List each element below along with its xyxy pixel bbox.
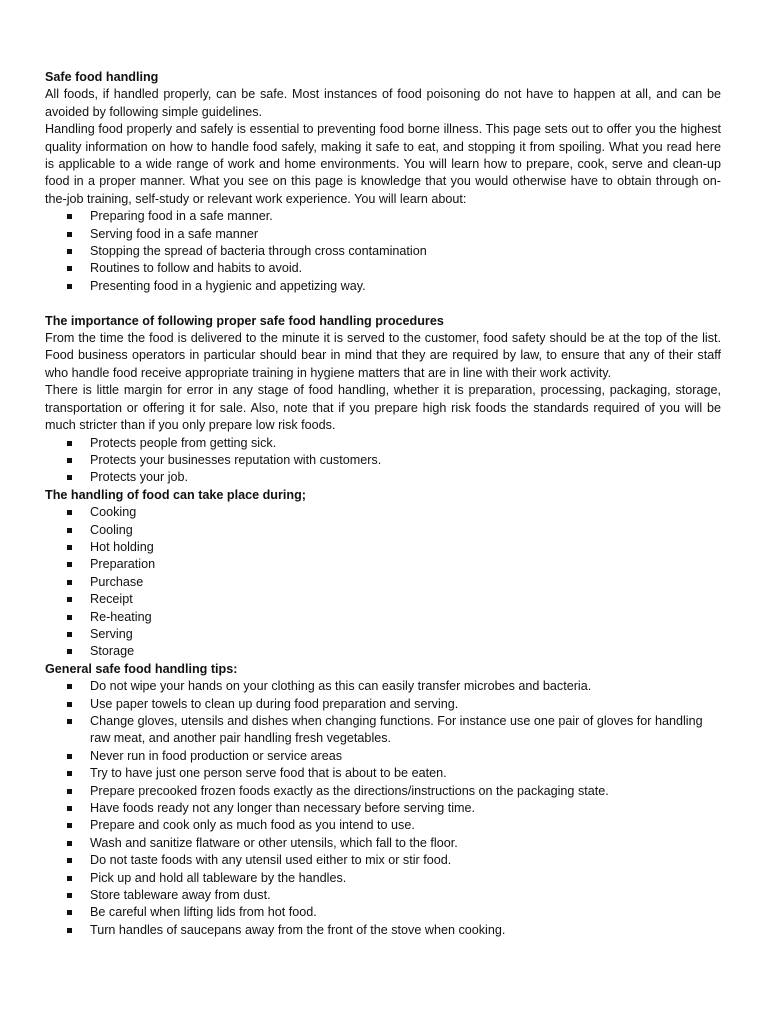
- bullet-item: [45, 539, 721, 556]
- bullet-item: [45, 922, 721, 939]
- bullet-text: Prepare and cook only as much food as you intend to use.: [90, 818, 415, 833]
- bullet-text: Serving food in a safe manner: [90, 226, 259, 241]
- bullet-item: [45, 452, 721, 469]
- bullet-item: [45, 835, 721, 852]
- bullet-text: Storage: [90, 644, 135, 659]
- bullet-marker-icon: [67, 893, 72, 898]
- bullet-list: [45, 504, 721, 661]
- bullet-marker-icon: [67, 823, 72, 828]
- bullet-marker-icon: [67, 632, 72, 637]
- bullet-text: Receipt: [90, 592, 133, 607]
- bullet-text: Do not taste foods with any utensil used either to mix or stir food.: [90, 853, 452, 868]
- bullet-text: Protects people from getting sick.: [90, 435, 277, 450]
- bullet-item: [45, 887, 721, 904]
- bullet-text: Pick up and hold all tableware by the handles.: [90, 870, 347, 885]
- bullet-marker-icon: [67, 771, 72, 776]
- bullet-marker-icon: [67, 841, 72, 846]
- bullet-text: Be careful when lifting lids from hot food.: [90, 905, 317, 920]
- bullet-text: Routines to follow and habits to avoid.: [90, 261, 303, 276]
- bullet-marker-icon: [67, 214, 72, 219]
- bullet-marker-icon: [67, 510, 72, 515]
- bullet-item: [45, 783, 721, 800]
- bullet-item: [45, 643, 721, 660]
- bullet-item: [45, 574, 721, 591]
- bullet-marker-icon: [67, 754, 72, 759]
- bullet-text: Never run in food production or service areas: [90, 748, 343, 763]
- bullet-marker-icon: [67, 684, 72, 689]
- bullet-text: Protects your businesses reputation with customers.: [90, 452, 382, 467]
- bullet-item: [45, 765, 721, 782]
- section-heading: General safe food handling tips:: [45, 661, 238, 676]
- bullet-marker-icon: [67, 876, 72, 881]
- bullet-item: [45, 278, 721, 295]
- bullet-marker-icon: [67, 597, 72, 602]
- bullet-item: [45, 208, 721, 225]
- bullet-marker-icon: [67, 475, 72, 480]
- bullet-text: Preparing food in a safe manner.: [90, 209, 273, 224]
- bullet-marker-icon: [67, 545, 72, 550]
- bullet-text: Serving: [90, 626, 133, 641]
- bullet-item: [45, 696, 721, 713]
- bullet-text: Store tableware away from dust.: [90, 888, 271, 903]
- bullet-text: Purchase: [90, 574, 144, 589]
- bullet-text: Stopping the spread of bacteria through cross contamination: [90, 244, 427, 259]
- bullet-marker-icon: [67, 266, 72, 271]
- bullet-list: [45, 208, 721, 295]
- section-spacer: [45, 295, 721, 312]
- bullet-item: [45, 713, 721, 748]
- bullet-item: [45, 469, 721, 486]
- bullet-item: [45, 522, 721, 539]
- bullet-text: Preparation: [90, 557, 156, 572]
- paragraph: There is little margin for error in any stage of food handling, whether it is preparation, processing, packaging, storage, transportation or offering it for sale. Also, note that if you prepare high risk foods the standards required of you will be much stricter than if you only prepare low risk foods.: [45, 383, 721, 433]
- document-body: [45, 69, 721, 939]
- bullet-marker-icon: [67, 806, 72, 811]
- bullet-item: [45, 800, 721, 817]
- bullet-text: Cooling: [90, 522, 133, 537]
- section-heading: Safe food handling: [45, 70, 159, 84]
- bullet-text: Hot holding: [90, 539, 154, 554]
- paragraph: Handling food properly and safely is essential to preventing food borne illness. This page sets out to offer you the highest quality information on how to handle food safely, making it safe to eat, and stopping it from spoiling. What you read here is applicable to a wide range of work and home environments. You will learn how to prepare, cook, serve and clean-up food in a proper manner. What you see on this page is knowledge that you would otherwise have to obtain through on-the-job training, self-study or relevant work experience. You will learn about:: [45, 122, 721, 206]
- bullet-item: [45, 556, 721, 573]
- bullet-item: [45, 748, 721, 765]
- bullet-text: Prepare precooked frozen foods exactly as the directions/instructions on the packaging state.: [90, 783, 609, 798]
- bullet-marker-icon: [67, 458, 72, 463]
- paragraph: All foods, if handled properly, can be safe. Most instances of food poisoning do not have to happen at all, and can be avoided by following simple guidelines.: [45, 87, 721, 119]
- paragraph: From the time the food is delivered to the minute it is served to the customer, food safety should be at the top of the list. Food business operators in particular should bear in mind that they are required by law, to ensure that any of their staff who handle food receive appropriate training in hygiene matters that are in line with their work activity.: [45, 331, 721, 380]
- bullet-marker-icon: [67, 649, 72, 654]
- bullet-marker-icon: [67, 580, 72, 585]
- bullet-text: Presenting food in a hygienic and appetizing way.: [90, 278, 366, 293]
- bullet-marker-icon: [67, 528, 72, 533]
- bullet-marker-icon: [67, 928, 72, 933]
- bullet-marker-icon: [67, 789, 72, 794]
- bullet-item: [45, 870, 721, 887]
- bullet-list: [45, 678, 721, 939]
- bullet-marker-icon: [67, 719, 72, 724]
- bullet-marker-icon: [67, 441, 72, 446]
- bullet-text: Have foods ready not any longer than necessary before serving time.: [90, 801, 476, 816]
- bullet-marker-icon: [67, 232, 72, 237]
- bullet-item: [45, 678, 721, 695]
- bullet-item: [45, 609, 721, 626]
- bullet-marker-icon: [67, 702, 72, 707]
- bullet-marker-icon: [67, 562, 72, 567]
- bullet-text: Wash and sanitize flatware or other utensils, which fall to the floor.: [90, 835, 458, 850]
- bullet-text: Change gloves, utensils and dishes when changing functions. For instance use one pair of gloves for handling raw meat, and another pair handling fresh vegetables.: [90, 714, 703, 746]
- bullet-text: Protects your job.: [90, 470, 188, 485]
- bullet-item: [45, 904, 721, 921]
- bullet-text: Use paper towels to clean up during food preparation and serving.: [90, 696, 459, 711]
- bullet-marker-icon: [67, 615, 72, 620]
- bullet-item: [45, 243, 721, 260]
- section-heading: The importance of following proper safe food handling procedures: [45, 313, 444, 328]
- bullet-item: [45, 435, 721, 452]
- bullet-item: [45, 626, 721, 643]
- bullet-marker-icon: [67, 910, 72, 915]
- bullet-item: [45, 852, 721, 869]
- bullet-item: [45, 817, 721, 834]
- bullet-text: Do not wipe your hands on your clothing as this can easily transfer microbes and bacteria.: [90, 679, 592, 694]
- bullet-text: Turn handles of saucepans away from the front of the stove when cooking.: [90, 922, 506, 937]
- bullet-item: [45, 226, 721, 243]
- bullet-item: [45, 260, 721, 277]
- bullet-list: [45, 435, 721, 487]
- section-heading: The handling of food can take place during;: [45, 487, 306, 502]
- bullet-marker-icon: [67, 249, 72, 254]
- bullet-item: [45, 504, 721, 521]
- bullet-text: Try to have just one person serve food that is about to be eaten.: [90, 766, 447, 781]
- bullet-item: [45, 591, 721, 608]
- bullet-text: Re-heating: [90, 609, 152, 624]
- bullet-text: Cooking: [90, 505, 137, 520]
- bullet-marker-icon: [67, 858, 72, 863]
- bullet-marker-icon: [67, 284, 72, 289]
